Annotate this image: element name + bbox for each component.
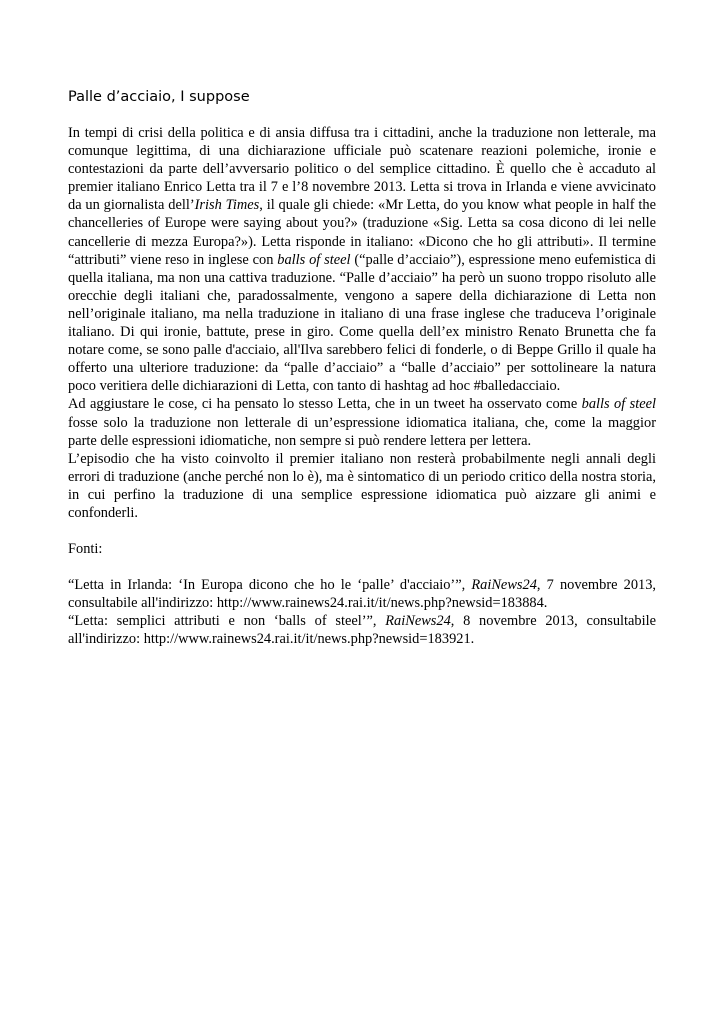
source-2-text-a: “Letta: semplici attributi e non ‘balls of steel’”,: [68, 613, 386, 630]
paragraph-1-text-e: (“palle d’acciaio”), espressione meno eufemistica di quella italiana, ma non una cattiva traduzione. “Palle d’acciaio” ha però un suono troppo risoluto alle orecchie degli italiani che, paradossalmente, vengono a sapere della dichiarazione di Letta non nell’originale italiano, ma nella traduzione in italiano di una frase inglese che traduceva l’originale italiano. Di qui ironie, battute, prese in giro. Come quella dell’ex ministro Renato Brunetta che fa notare come, se sono palle d'acciaio, all'Ilva sarebbero felici di fonderle, o di Beppe Grillo il quale ha offerto una ulteriore traduzione: da “palle d’acciaio” a “balle d’acciaio” per sottolineare la natura poco veritiera delle dichiarazioni di Letta, con tanto di hashtag ad hoc #balledacciaio.: [68, 251, 656, 395]
source-2-publication: RaiNews24: [385, 613, 451, 630]
paragraph-3: L’episodio che ha visto coinvolto il premier italiano non resterà probabilmente negli annali degli errori di traduzione (anche perché non lo è), ma è sintomatico di un periodo critico della nostra storia, in cui perfino la traduzione di una semplice espressione idiomatica può aizzare gli animi e confonderli.: [68, 450, 656, 521]
paragraph-1-italic-balls-of-steel: balls of steel: [277, 251, 351, 268]
spacer: [68, 558, 656, 576]
spacer: [68, 522, 656, 540]
paragraph-2-text-c: fosse solo la traduzione non letterale di un’espressione idiomatica italiana, che, come la maggior parte delle espressioni idiomatiche, non sempre si può rendere lettera per lettera.: [68, 414, 656, 449]
paragraph-1-text-a: In tempi di crisi della politica e di ansia diffusa tra i cittadini, anche la traduzione non letterale, ma comunque legittima, di una dichiarazione ufficiale può scatenare reazioni polemiche, ironie e contestazioni da parte dell’avversario politico o del semplice cittadino. È quello che è accaduto al premier italiano Enrico Letta tra il 7 e l’8 novembre 2013. Letta si trova in Irlanda e viene avvicinato da un giornalista dell’: [68, 125, 656, 214]
paragraph-2-text-a: Ad aggiustare le cose, ci ha pensato lo stesso Letta, che in un tweet ha osservato come: [68, 396, 582, 413]
source-1-text-a: “Letta in Irlanda: ‘In Europa dicono che ho le ‘palle’ d'acciaio’”,: [68, 577, 472, 594]
source-item-2: [68, 612, 656, 648]
source-1-publication: RaiNews24: [471, 577, 537, 594]
source-1-text-c: , 7 novembre 2013, consultabile all'indirizzo: http://www.rainews24.rai.it/it/news.php?newsid=183884.: [68, 577, 657, 612]
document-page: [68, 88, 656, 649]
paragraph-1: [68, 124, 656, 395]
paragraph-1-text-c: , il quale gli chiede: «Mr Letta, do you know what people in half the chancelleries of Europe were saying about you?» (traduzione «Sig. Letta sa cosa dicono di lei nelle cancellerie di mezza Europa?»). Letta risponde in italiano: «Dicono che ho gli attributi». Il termine “attributi” viene reso in inglese con: [68, 197, 656, 268]
source-2-text-c: , 8 novembre 2013, consultabile all'indirizzo: http://www.rainews24.rai.it/it/news.php?newsid=183921.: [68, 613, 656, 648]
article-title: Palle d’acciaio, I suppose: [68, 89, 250, 105]
paragraph-2: [68, 395, 656, 449]
paragraph-2-italic-balls-of-steel: balls of steel: [581, 396, 657, 413]
paragraph-1-italic-irish-times: Irish Times: [194, 197, 260, 214]
source-item-1: [68, 576, 656, 612]
sources-label: Fonti:: [68, 541, 103, 558]
